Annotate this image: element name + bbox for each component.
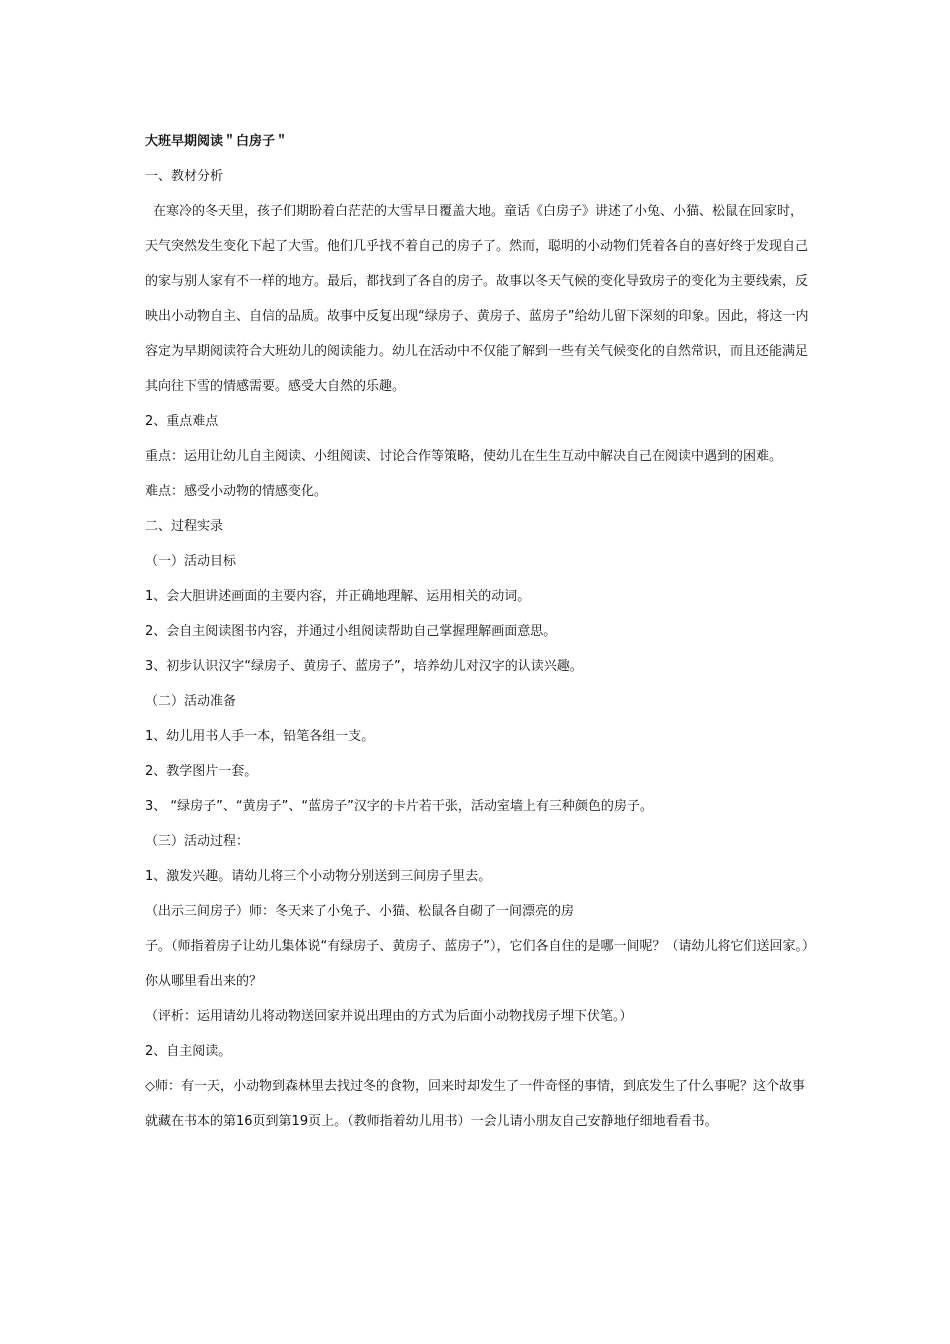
paragraph-key-point: 重点：运用让幼儿自主阅读、小组阅读、讨论合作等策略，使幼儿在生生互动中解决自己在阅读中遇到的困难。 bbox=[145, 449, 783, 464]
subheading-preparation: （二）活动准备 bbox=[145, 694, 237, 709]
subheading-activity-process: （三）活动过程： bbox=[145, 834, 250, 849]
process-dialogue-2: 子。（师指着房子让幼儿集体说“有绿房子、黄房子、蓝房子”），它们各自住的是哪一间呢？（请幼儿将它们送回家。）你从哪里看出来的？ bbox=[145, 939, 809, 989]
section-heading-material-analysis: 一、教材分析 bbox=[145, 169, 224, 184]
preparation-item-3: 3、 “绿房子”、“黄房子”、“蓝房子”汉字的卡片若干张，活动室墙上有三种颜色的房子。 bbox=[145, 799, 653, 814]
section-heading-key-points: 2、重点难点 bbox=[145, 414, 219, 429]
paragraph-difficulty: 难点：感受小动物的情感变化。 bbox=[145, 484, 328, 499]
document-title: 大班早期阅读＂白房子＂ bbox=[145, 134, 289, 149]
document-body bbox=[145, 124, 810, 1139]
process-step-2: 2、自主阅读。 bbox=[145, 1044, 232, 1059]
preparation-item-2: 2、教学图片一套。 bbox=[145, 764, 258, 779]
goal-item-2: 2、会自主阅读图书内容，并通过小组阅读帮助自己掌握理解画面意思。 bbox=[145, 624, 557, 639]
subheading-goals: （一）活动目标 bbox=[145, 554, 237, 569]
process-comment: （评析：运用请幼儿将动物送回家并说出理由的方式为后面小动物找房子埋下伏笔。） bbox=[145, 1009, 633, 1024]
process-step-1: 1、激发兴趣。请幼儿将三个小动物分别送到三间房子里去。 bbox=[145, 869, 492, 884]
goal-item-3: 3、初步认识汉字“绿房子、黄房子、蓝房子”，培养幼儿对汉字的认读兴趣。 bbox=[145, 659, 583, 674]
goal-item-1: 1、会大胆讲述画面的主要内容，并正确地理解、运用相关的动词。 bbox=[145, 589, 531, 604]
process-dialogue-3: ◇师：有一天，小动物到森林里去找过冬的食物，回来时却发生了一件奇怪的事情，到底发生了什么事呢？这个故事就藏在书本的第16页到第19页上。（教师指着幼儿用书）一会儿请小朋友自己安静地仔细地看看书。 bbox=[145, 1079, 805, 1129]
process-dialogue-1: （出示三间房子）师：冬天来了小兔子、小猫、松鼠各自砌了一间漂亮的房 bbox=[145, 904, 575, 919]
preparation-item-1: 1、幼儿用书人手一本，铅笔各组一支。 bbox=[145, 729, 375, 744]
paragraph-material-analysis: 在寒冷的冬天里，孩子们期盼着白茫茫的大雪早日覆盖大地。童话《白房子》讲述了小兔、小猫、松鼠在回家时，天气突然发生变化下起了大雪。他们几乎找不着自己的房子了。然而，聪明的小动物们凭着各自的喜好终于发现自己的家与别人家有不一样的地方。最后，都找到了各自的房子。故事以冬天气候的变化导致房子的变化为主要线索，反映出小动物自主、自信的品质。故事中反复出现“绿房子、黄房子、蓝房子”给幼儿留下深刻的印象。因此，将这一内容定为早期阅读符合大班幼儿的阅读能力。幼儿在活动中不仅能了解到一些有关气候变化的自然常识，而且还能满足其向往下雪的情感需要。感受大自然的乐趣。 bbox=[145, 204, 809, 394]
section-heading-process: 二、过程实录 bbox=[145, 519, 224, 534]
